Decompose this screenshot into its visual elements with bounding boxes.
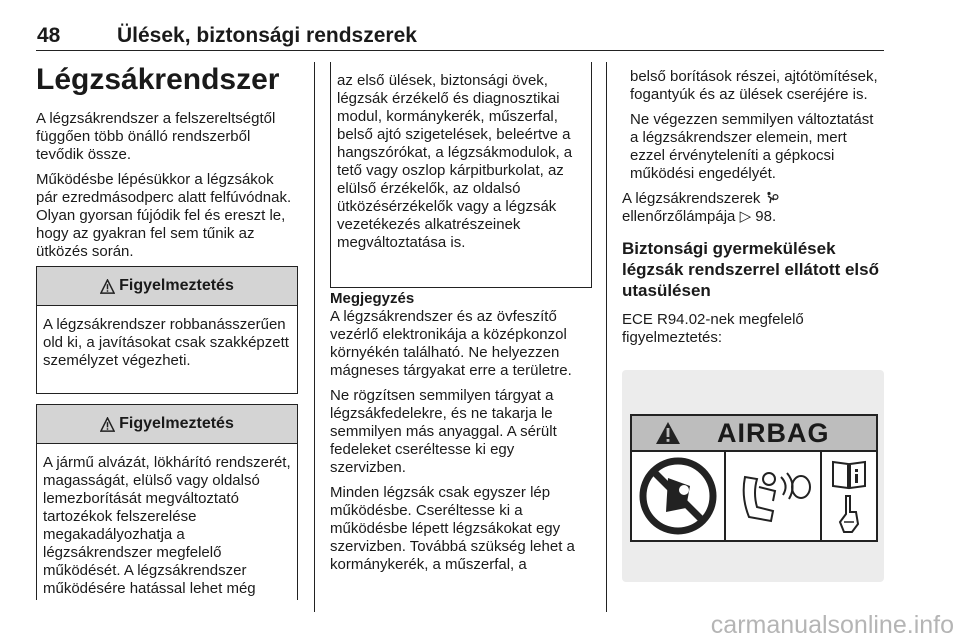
pictogram-cell (632, 452, 726, 540)
list-item: belső borítások részei, ajtótömítések, fogantyúk és az ülések cseréjére is. (630, 68, 878, 103)
warning-box-2 (36, 404, 298, 600)
pictogram-cell (822, 452, 876, 540)
warning-body: az első ülések, biztonsági övek, légzsák érzékelő és diagnosztikai modul, kormánykerék, műszerfal, belső ajtó szigetelések, beleértve a hangszórókat, a légzsákmodulok, a tető vagy oszlop kárpitburkolat, az elülső érzékelők, az oldalsó ütközésérzékelők vagy a légzsák vezetékezés alkatrészeinek megváltoztatása is. (337, 72, 573, 251)
column-3 (622, 68, 884, 354)
list-item: Ne végezzen semmilyen változtatást a légzsákrendszer elemein, mert ezzel érvényteleníti a gépkocsi működési engedélyét. (630, 111, 874, 182)
item-list (622, 68, 884, 183)
page-ref-link[interactable]: 98. (755, 208, 777, 225)
column-2 (330, 290, 592, 581)
header-rule (36, 50, 884, 51)
paragraph: Ne rögzítsen semmilyen tárgyat a légzsákfedelekre, és ne takarja le semmilyen más anyaggal. A sérült fedeleket cseréltesse ki egy szervizben. (330, 387, 557, 476)
airbag-label-figure (622, 370, 884, 582)
warning-triangle-icon (100, 417, 115, 432)
airbag-warning-label (630, 414, 878, 542)
airbag-label-pictograms (632, 452, 876, 540)
warning-box-1 (36, 266, 298, 394)
warning-box-continued (330, 62, 592, 288)
section-heading: Légzsákrendszer (36, 63, 280, 96)
airbag-label-text: AIRBAG (717, 417, 830, 448)
warning-body: A légzsákrendszer robbanásszerűen old ki, a javításokat csak szakképzett személyzet végezheti. (43, 316, 289, 369)
airbag-person-icon (765, 191, 779, 205)
lamp-reference (622, 190, 884, 226)
airbag-label-header (632, 416, 876, 452)
lamp-text: A légzsákrendszerek (622, 190, 761, 207)
page-number: 48 (37, 24, 61, 47)
paragraph: Minden légzsák csak egyszer lép működésbe. Cseréltesse ki a működésbe lépett légzsákokat egy szervizben. Továbbá szükség lehet a kormánykerék, a műszerfal, a (330, 484, 575, 573)
note-heading: Megjegyzés (330, 290, 415, 307)
column-divider-1 (314, 62, 315, 612)
paragraph: A légzsákrendszer a felszereltségtől függően több önálló rendszerből tevődik össze. (36, 110, 276, 163)
pointing-hand-icon (836, 494, 862, 534)
warning-triangle-icon (100, 279, 115, 294)
warning-header (37, 267, 297, 306)
note-text: A légzsákrendszer és az övfeszítő vezérlő elektronikája a középkonzol környékén található. Ne helyezzen mágneses tárgyakat erre a területre. (330, 308, 572, 379)
airbag-deploy-seat-icon (731, 457, 815, 535)
warning-title: Figyelmeztetés (119, 277, 234, 294)
manual-book-icon (831, 458, 867, 490)
subsection-heading: Biztonsági gyermekülések légzsák rendszerrel ellátott első utasülésen (622, 239, 879, 300)
lamp-text-2: ellenőrzőlámpája (622, 208, 736, 225)
warning-header (37, 405, 297, 444)
page-ref-icon: ▷ (739, 208, 752, 225)
pictogram-cell (726, 452, 822, 540)
column-1 (36, 62, 298, 268)
no-rear-facing-seat-icon (638, 456, 718, 536)
paragraph: ECE R94.02-nek megfelelő figyelmeztetés: (622, 311, 804, 346)
warning-title: Figyelmeztetés (119, 415, 234, 432)
page-title: Ülések, biztonsági rendszerek (117, 24, 417, 47)
watermark: carmanualsonline.info (710, 611, 954, 639)
column-divider-2 (606, 62, 607, 612)
warning-body: A jármű alvázát, lökhárító rendszerét, magasságát, elülső vagy oldalsó lemezborítását megváltoztató tartozékok felszerelése megakadályozhatja a légzsákrendszer megfelelő működését. A légzsákrendszer működésére hatással lehet még (43, 454, 291, 597)
warning-triangle-icon (654, 420, 682, 446)
paragraph: Működésbe lépésükkor a légzsákok pár ezredmásodperc alatt felfúvódnak. Olyan gyorsan fújódik fel és ereszt le, hogy az gyakran fel sem tűnik az ütközés során. (36, 171, 292, 260)
